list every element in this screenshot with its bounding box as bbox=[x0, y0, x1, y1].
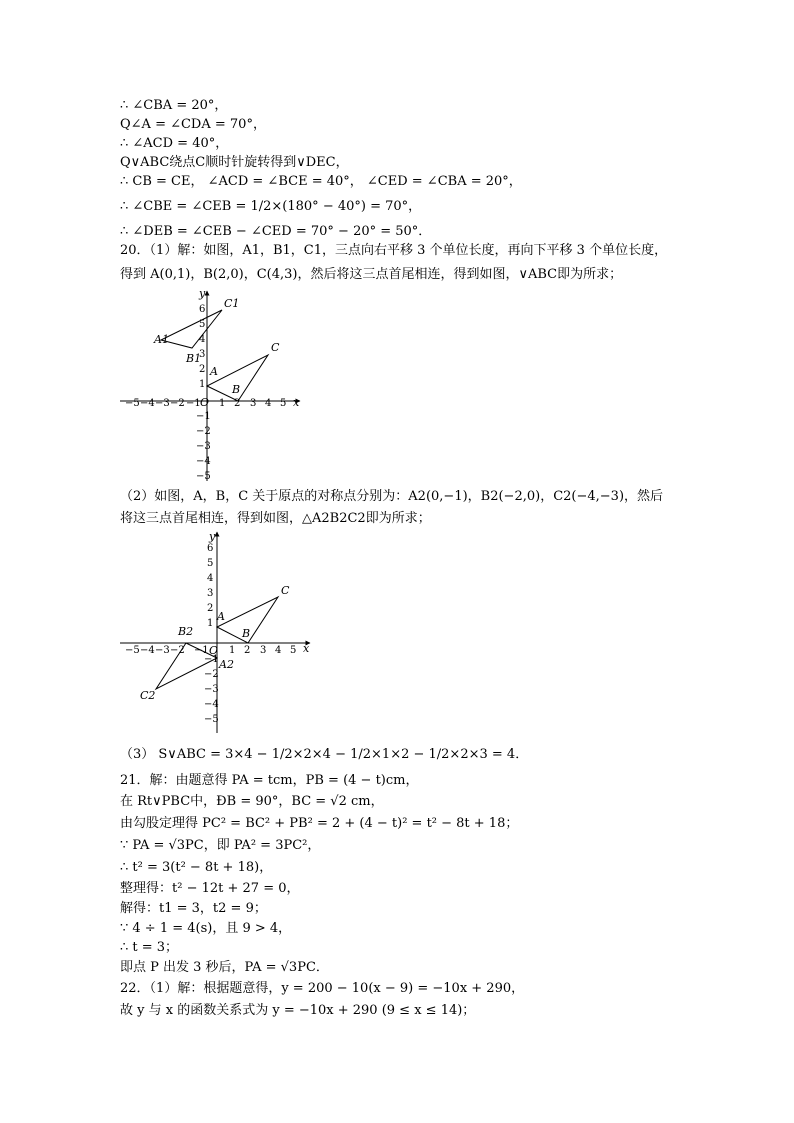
y-tick: −2 bbox=[204, 669, 219, 680]
point-label-a: A bbox=[210, 365, 218, 378]
coordinate-figure-1 bbox=[115, 285, 315, 485]
y-axis-label: y bbox=[209, 530, 216, 543]
x-tick: −5 bbox=[125, 398, 140, 409]
y-tick: −3 bbox=[196, 441, 211, 452]
point-label-b: B bbox=[242, 627, 251, 640]
x-tick: −3 bbox=[155, 398, 170, 409]
point-label-a: A bbox=[217, 610, 225, 623]
y-tick: 3 bbox=[199, 349, 206, 360]
y-tick: −3 bbox=[204, 684, 219, 695]
x-tick: 3 bbox=[250, 398, 257, 409]
text-line-21: ∴ t = 3； bbox=[120, 940, 179, 955]
x-tick: −3 bbox=[155, 645, 170, 656]
text-line-17: ∴ t² = 3(t² − 8t + 18)， bbox=[120, 860, 273, 875]
point-label-c2: C2 bbox=[140, 689, 156, 702]
point-label-c: C bbox=[271, 341, 280, 354]
x-tick: −4 bbox=[140, 645, 155, 656]
y-tick: 6 bbox=[199, 304, 206, 315]
text-line-14: 在 Rt∨PBC中，ÐB = 90°，BC = √2 cm， bbox=[120, 794, 384, 809]
x-tick: 4 bbox=[275, 645, 282, 656]
y-tick: 5 bbox=[207, 558, 214, 569]
text-line-18: 整理得：t² − 12t + 27 = 0， bbox=[120, 881, 300, 896]
text-line-22: 即点 P 出发 3 秒后，PA = √3PC． bbox=[120, 960, 329, 975]
text-line-1: ∴ ∠CBA = 20°， bbox=[120, 98, 228, 113]
text-line-20: ∵ 4 ÷ 1 = 4(s)，且 9 > 4， bbox=[120, 921, 292, 936]
origin-label: O bbox=[209, 644, 219, 657]
y-tick-labels bbox=[196, 304, 211, 482]
point-label-b2: B2 bbox=[178, 625, 194, 638]
text-line-11: 将这三点首尾相连，得到如图，△A2B2C2即为所求； bbox=[120, 511, 431, 526]
x-tick: −5 bbox=[125, 645, 140, 656]
x-tick: 2 bbox=[234, 398, 241, 409]
point-label-c: C bbox=[281, 584, 290, 597]
text-line-5: ∴ CB = CE， ∠ACD = ∠BCE = 40°， ∠CED = ∠CBA = 20°， bbox=[120, 174, 522, 189]
point-label-a1: A1 bbox=[154, 333, 169, 346]
x-tick: −2 bbox=[170, 645, 185, 656]
y-tick: 6 bbox=[207, 543, 214, 554]
y-tick: 3 bbox=[207, 588, 214, 599]
text-line-24: 故 y 与 x 的函数关系式为 y = −10x + 290 (9 ≤ x ≤ 14)； bbox=[120, 1003, 476, 1018]
y-tick: −1 bbox=[196, 411, 211, 422]
text-line-13: 21．解：由题意得 PA = tcm，PB = (4 − t)cm， bbox=[120, 773, 419, 788]
point-label-a2: A2 bbox=[219, 658, 234, 671]
text-line-9: 得到 A(0,1)，B(2,0)，C(4,3)，然后将这三点首尾相连，得到如图，∨ABC即为所求； bbox=[120, 267, 623, 282]
triangle-a1b1c1 bbox=[161, 310, 222, 348]
x-axis-label: x bbox=[293, 396, 300, 409]
y-tick: 2 bbox=[199, 364, 206, 375]
x-tick: 4 bbox=[265, 398, 272, 409]
y-tick: −2 bbox=[196, 426, 211, 437]
text-line-10: （2）如图，A，B，C 关于原点的对称点分别为：A2(0,−1)，B2(−2,0)，C2(−4,−3)，然后 bbox=[120, 489, 664, 504]
x-tick: 3 bbox=[260, 645, 267, 656]
point-label-b: B bbox=[232, 383, 241, 396]
y-axis-label: y bbox=[199, 287, 206, 300]
text-line-8: 20．（1）解：如图，A1，B1，C1，三点向右平移 3 个单位长度，再向下平移 3 个单位长度， bbox=[120, 243, 668, 258]
point-label-c1: C1 bbox=[224, 297, 240, 310]
point-label-b1: B1 bbox=[186, 352, 202, 365]
y-tick: −4 bbox=[196, 456, 211, 467]
x-tick: 5 bbox=[290, 645, 297, 656]
y-tick: −5 bbox=[204, 714, 219, 725]
text-line-15: 由勾股定理得 PC² = BC² + PB² = 2 + (4 − t)² = t² − 8t + 18； bbox=[120, 816, 519, 831]
x-tick: 1 bbox=[229, 645, 236, 656]
x-axis-label: x bbox=[303, 642, 310, 655]
y-tick: −5 bbox=[196, 471, 211, 482]
text-line-4: Q∨ABC绕点C顺时针旋转得到∨DEC， bbox=[120, 155, 349, 170]
text-line-2: Q∠A = ∠CDA = 70°， bbox=[120, 117, 266, 132]
x-tick: −1 bbox=[186, 398, 201, 409]
y-tick: 1 bbox=[207, 618, 214, 629]
x-tick: 5 bbox=[280, 398, 287, 409]
origin-label: O bbox=[200, 396, 210, 409]
y-tick: 2 bbox=[207, 603, 214, 614]
x-tick: 1 bbox=[219, 398, 226, 409]
x-tick: −4 bbox=[140, 398, 155, 409]
y-tick: 1 bbox=[199, 379, 206, 390]
y-tick: −4 bbox=[204, 699, 219, 710]
y-tick: −1 bbox=[204, 654, 219, 665]
text-line-3: ∴ ∠ACD = 40°， bbox=[120, 136, 229, 151]
text-line-23: 22．（1）解：根据题意得，y = 200 − 10(x − 9) = −10x + 290， bbox=[120, 981, 525, 996]
y-tick: 4 bbox=[199, 334, 206, 345]
x-tick: 2 bbox=[244, 645, 251, 656]
text-line-12: （3） S∨ABC = 3×4 − 1/2×2×4 − 1/2×1×2 − 1/2×2×3 = 4． bbox=[120, 747, 529, 762]
text-line-16: ∵ PA = √3PC，即 PA² = 3PC²， bbox=[120, 838, 321, 853]
text-line-7: ∴ ∠DEB = ∠CEB − ∠CED = 70° − 20° = 50°． bbox=[120, 224, 432, 239]
y-tick: 4 bbox=[207, 573, 214, 584]
coordinate-figure-2 bbox=[115, 528, 315, 738]
text-line-19: 解得：t1 = 3，t2 = 9； bbox=[120, 901, 267, 916]
x-tick: −2 bbox=[170, 398, 185, 409]
x-tick: −1 bbox=[194, 645, 209, 656]
y-tick: 5 bbox=[199, 319, 206, 330]
text-line-6: ∴ ∠CBE = ∠CEB = 1/2×(180° − 40°) = 70°， bbox=[120, 199, 422, 214]
